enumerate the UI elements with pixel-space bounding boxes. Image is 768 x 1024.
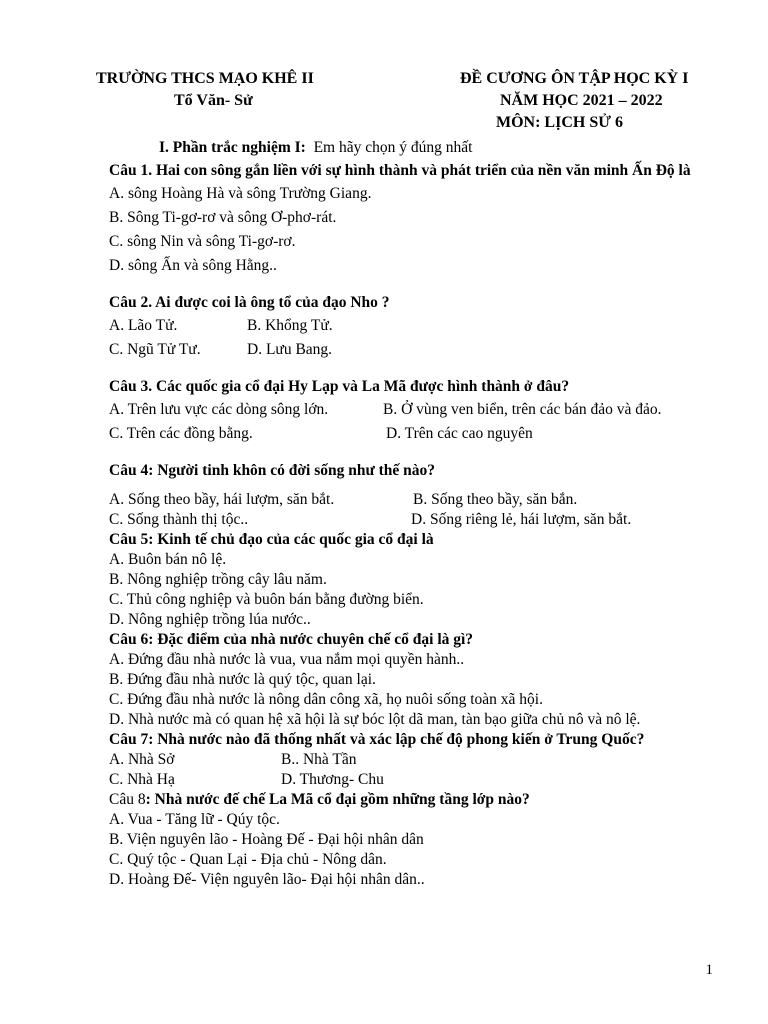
question-4: Câu 4: Người tinh khôn có đời sống như thế nào? [109, 462, 436, 479]
option: D. Lưu Bang. [247, 341, 333, 358]
option: D. Nông nghiệp trồng lúa nước.. [109, 611, 311, 628]
question-8-text: : Nhà nước đế chế La Mã cổ đại gồm những tầng lớp nào? [145, 791, 530, 808]
option: A. Vua - Tăng lữ - Qúy tộc. [109, 811, 280, 828]
school-name: TRƯỜNG THCS MẠO KHÊ II [96, 70, 314, 87]
document-header [0, 68, 768, 138]
option: B. Ở vùng ven biển, trên các bán đảo và đảo. [383, 401, 662, 418]
option: A. Sống theo bầy, hái lượm, săn bắt. [109, 491, 335, 508]
option: A. Lão Tử. [109, 317, 178, 334]
option: A. Đứng đầu nhà nước là vua, vua nắm mọi quyền hành.. [109, 651, 465, 668]
option: A. Trên lưu vực các dòng sông lớn. [109, 401, 329, 418]
doc-title: ĐỀ CƯƠNG ÔN TẬP HỌC KỲ I [460, 70, 689, 87]
option: A. Buôn bán nô lệ. [109, 551, 227, 568]
option: B. Sông Ti-gơ-rơ và sông Ơ-phơ-rát. [109, 209, 337, 226]
option: A. sông Hoàng Hà và sông Trường Giang. [109, 185, 372, 202]
question-3: Câu 3. Các quốc gia cổ đại Hy Lạp và La Mã được hình thành ở đâu? [109, 378, 570, 395]
question-1: Câu 1. Hai con sông gắn liền với sự hình thành và phát triển của nền văn minh Ấn Độ là [109, 162, 691, 179]
subject: MÔN: LỊCH SỬ 6 [496, 114, 623, 131]
question-8-label: Câu 8 [109, 791, 146, 808]
school-year: NĂM HỌC 2021 – 2022 [500, 92, 663, 109]
option-row [109, 422, 719, 446]
department-name: Tổ Văn- Sử [174, 92, 253, 109]
section-instruction: Em hãy chọn ý đúng nhất [313, 139, 473, 156]
option: B. Viện nguyên lão - Hoàng Đế - Đại hội nhân dân [109, 831, 424, 848]
header-right [448, 68, 758, 134]
option: C. sông Nin và sông Ti-gơ-rơ. [109, 233, 296, 250]
option: D. Hoàng Đế- Viện nguyên lão- Đại hội nhân dân.. [109, 871, 425, 888]
section-heading: I. Phần trắc nghiệm I: [159, 139, 306, 156]
option-row [109, 314, 719, 338]
option: C. Ngũ Tử Tư. [109, 341, 201, 358]
option-row [109, 398, 719, 422]
option: C. Nhà Hạ [109, 771, 175, 788]
option-row [109, 750, 719, 770]
option: A. Nhà Sở [109, 751, 175, 768]
option: D. sông Ấn và sông Hằng.. [109, 257, 277, 274]
option: C. Đứng đầu nhà nước là nông dân công xã, họ nuôi sống toàn xã hội. [109, 691, 543, 708]
option: D. Trên các cao nguyên [386, 425, 533, 442]
option-row [109, 338, 719, 362]
page-number: 1 [705, 962, 713, 978]
header-left [96, 68, 396, 112]
option: B. Đứng đầu nhà nước là quý tộc, quan lại. [109, 671, 376, 688]
question-7: Câu 7: Nhà nước nào đã thống nhất và xác lập chế độ phong kiến ở Trung Quốc? [109, 731, 645, 748]
question-5: Câu 5: Kinh tế chủ đạo của các quốc gia cổ đại là [109, 531, 434, 548]
option: B. Nông nghiệp trồng cây lâu năm. [109, 571, 327, 588]
option: C. Quý tộc - Quan Lại - Địa chủ - Nông dân. [109, 851, 387, 868]
option: B. Khổng Tử. [247, 317, 333, 334]
option: B. Sống theo bầy, săn bắn. [413, 491, 578, 508]
option: D. Nhà nước mà có quan hệ xã hội là sự bóc lột dã man, tàn bạo giữa chủ nô và nô lệ. [109, 711, 641, 728]
question-2: Câu 2. Ai được coi là ông tổ của đạo Nho ? [109, 294, 390, 311]
option-row [109, 510, 719, 530]
option-row [109, 770, 719, 790]
option: C. Sống thành thị tộc.. [109, 511, 249, 528]
option: D. Thương- Chu [281, 771, 384, 788]
option: D. Sống riêng lẻ, hái lượm, săn bắt. [411, 511, 632, 528]
option: C. Trên các đồng bằng. [109, 425, 253, 442]
option-row [109, 490, 719, 510]
section-title [109, 138, 719, 158]
document-body [109, 138, 719, 890]
option: C. Thủ công nghiệp và buôn bán bằng đường biển. [109, 591, 424, 608]
option: B.. Nhà Tần [281, 751, 357, 768]
question-6: Câu 6: Đặc điểm của nhà nước chuyên chế cổ đại là gì? [109, 631, 474, 648]
question-8 [109, 790, 719, 810]
